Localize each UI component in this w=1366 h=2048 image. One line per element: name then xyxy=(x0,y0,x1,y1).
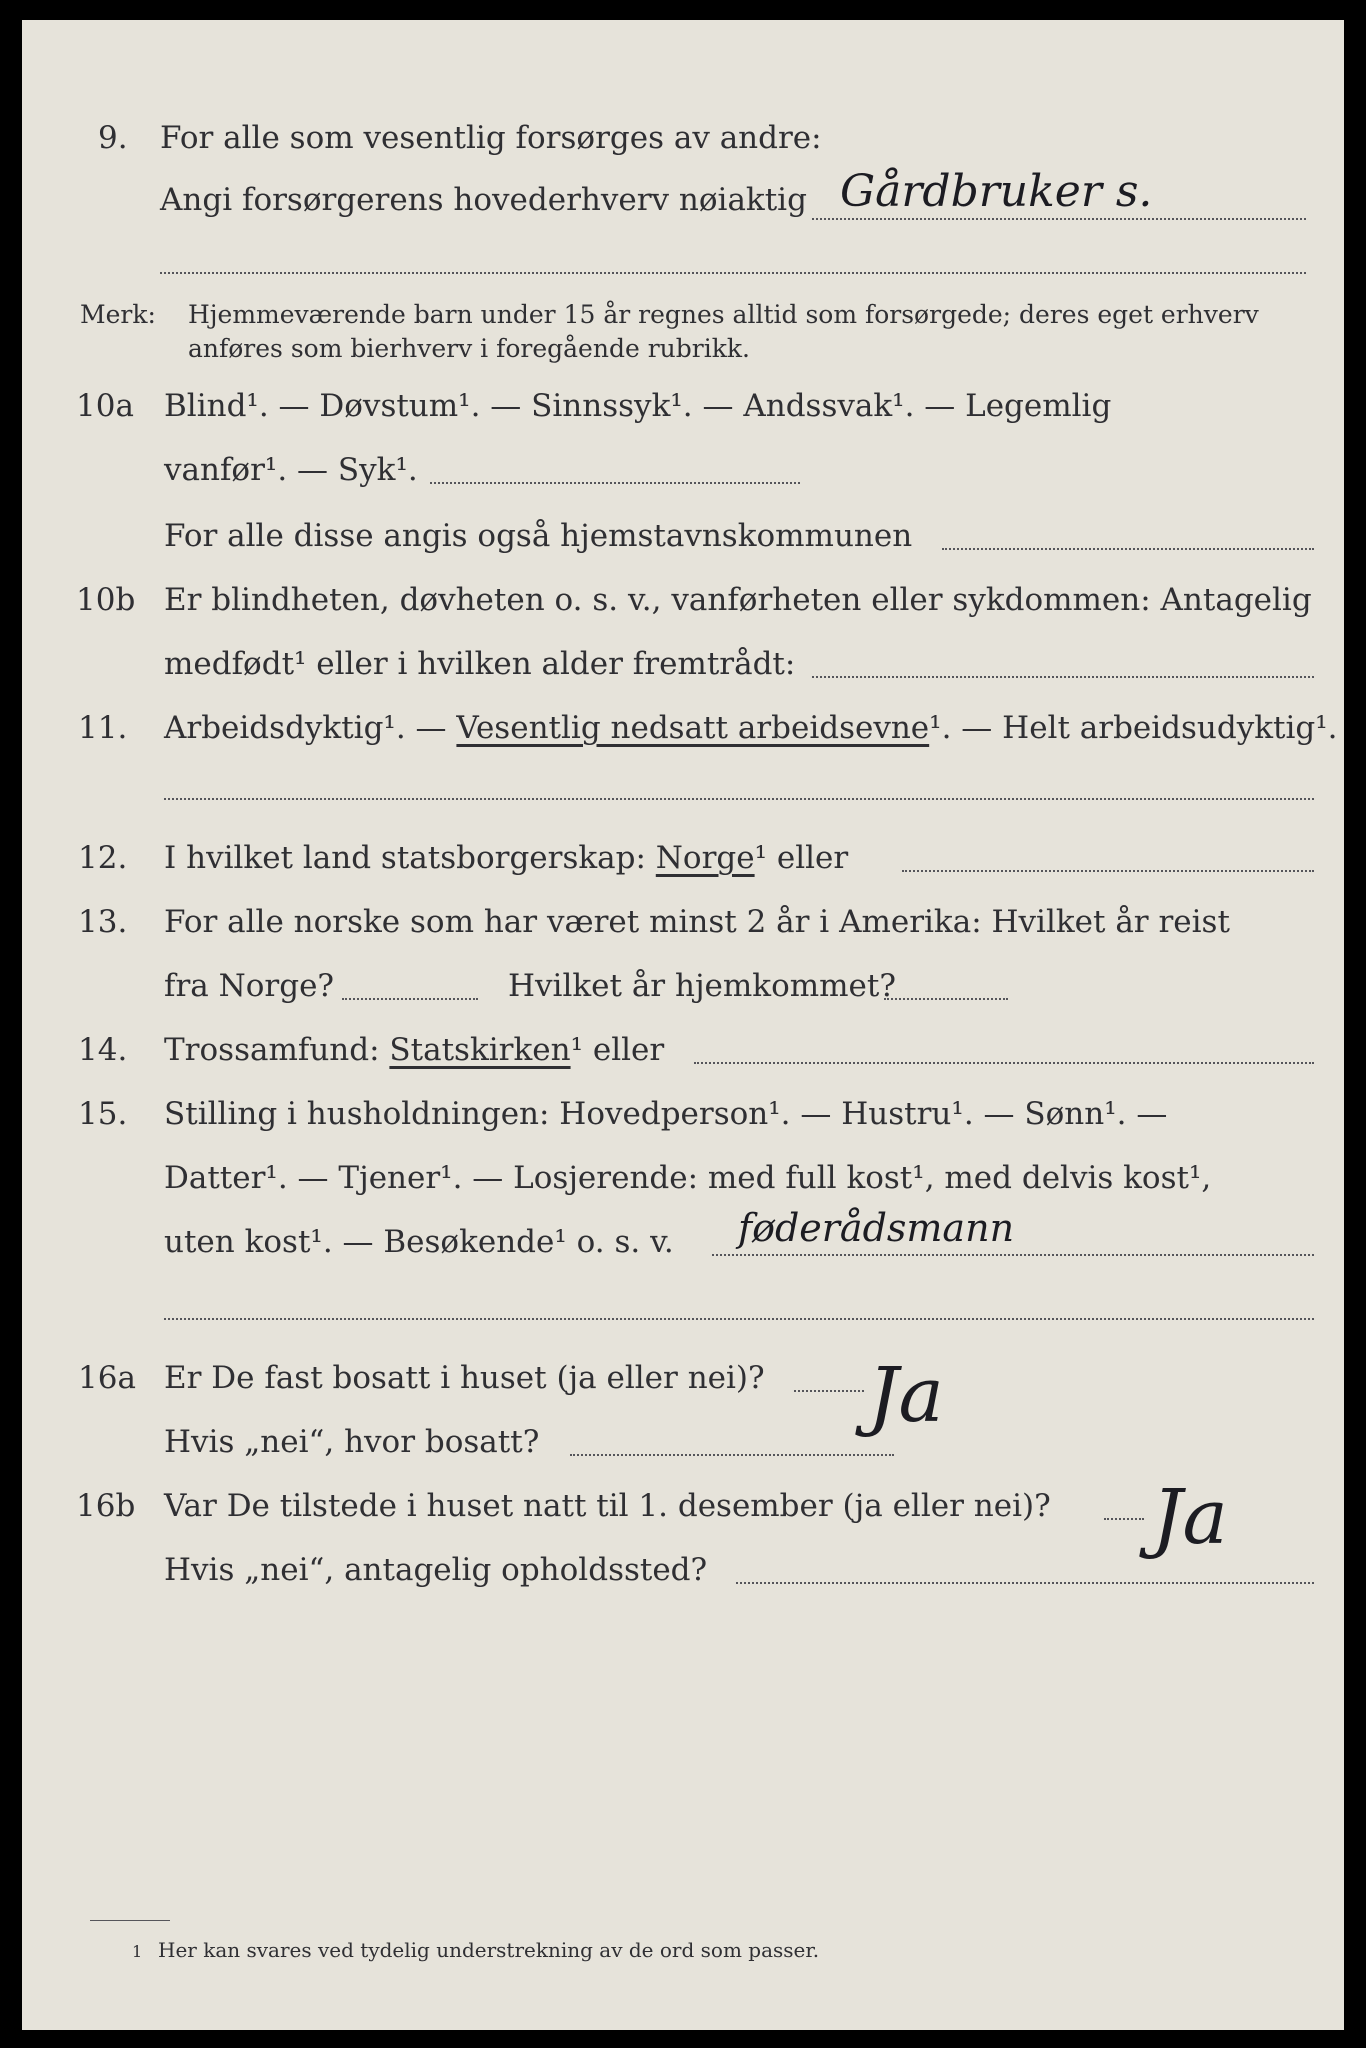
q11-extra-line xyxy=(164,798,1314,800)
q15-number: 15. xyxy=(78,1096,128,1132)
q14-pre: Trossamfund: xyxy=(164,1032,390,1068)
q16a-line2-dots xyxy=(570,1454,894,1456)
q16a-line2: Hvis „nei“, hvor bosatt? xyxy=(164,1424,540,1460)
q16a-answer-handwriting[interactable]: Ja xyxy=(868,1350,944,1439)
q10b-line2-dots xyxy=(812,676,1314,678)
q12-line xyxy=(164,840,848,876)
q13-line2a: fra Norge? xyxy=(164,968,335,1004)
q16b-line2-dots xyxy=(736,1582,1314,1584)
q12-number: 12. xyxy=(78,840,128,876)
q15-answer-line xyxy=(712,1254,1314,1256)
merk-line2: anføres som bierhverv i foregående rubrikk. xyxy=(188,334,750,363)
q10a-line1: Blind¹. — Døvstum¹. — Sinnssyk¹. — Andssvak¹. — Legemlig xyxy=(164,388,1112,424)
q9-extra-line xyxy=(160,272,1306,274)
q9-line1: For alle som vesentlig forsørges av andre: xyxy=(160,120,822,156)
footnote-rule xyxy=(90,1920,170,1921)
q10b-number: 10b xyxy=(76,582,136,618)
q10a-line2: vanfør¹. — Syk¹. xyxy=(164,452,418,488)
q15-line3: uten kost¹. — Besøkende¹ o. s. v. xyxy=(164,1224,674,1260)
q10b-line1: Er blindheten, døvheten o. s. v., vanførheten eller sykdommen: Antagelig xyxy=(164,582,1312,618)
q13-year-left-dots xyxy=(342,998,478,1000)
q10a-number: 10a xyxy=(76,388,134,424)
q16a-number: 16a xyxy=(78,1360,136,1396)
q16b-line1-dots xyxy=(1104,1518,1144,1520)
q9-answer-line xyxy=(812,218,1306,220)
q16b-line2: Hvis „nei“, antagelig opholdssted? xyxy=(164,1552,708,1588)
q13-line1: For alle norske som har været minst 2 år i Amerika: Hvilket år reist xyxy=(164,904,1230,940)
census-form-page xyxy=(22,20,1344,2030)
q11-post: ¹. — Helt arbeidsudyktig¹. xyxy=(929,710,1338,746)
q11-underlined-answer[interactable]: Vesentlig nedsatt arbeidsevne xyxy=(456,710,930,746)
q10b-line2: medfødt¹ eller i hvilken alder fremtrådt: xyxy=(164,646,796,682)
q12-dots xyxy=(902,870,1314,872)
q10a-line3-dots xyxy=(942,548,1314,550)
q16b-number: 16b xyxy=(76,1488,136,1524)
q13-line2b: Hvilket år hjemkommet? xyxy=(508,968,896,1004)
q14-post: ¹ eller xyxy=(570,1032,665,1068)
q16b-answer-handwriting[interactable]: Ja xyxy=(1152,1472,1228,1561)
q9-line2: Angi forsørgerens hovederhverv nøiaktig xyxy=(160,182,807,218)
q11-line xyxy=(164,710,1338,746)
q14-dots xyxy=(694,1062,1314,1064)
merk-label: Merk: xyxy=(80,300,156,329)
q11-number: 11. xyxy=(78,710,128,746)
q12-underlined-answer[interactable]: Norge xyxy=(655,840,755,876)
footnote-text: Her kan svares ved tydelig understrekning av de ord som passer. xyxy=(158,1938,820,1962)
q15-line1: Stilling i husholdningen: Hovedperson¹. — Hustru¹. — Sønn¹. — xyxy=(164,1096,1168,1132)
q15-extra-line xyxy=(164,1318,1314,1320)
q12-post: ¹ eller xyxy=(754,840,849,876)
q10a-line2-dots xyxy=(430,482,800,484)
q10a-line3: For alle disse angis også hjemstavnskommunen xyxy=(164,518,913,554)
q9-number: 9. xyxy=(98,120,128,156)
q14-underlined-answer[interactable]: Statskirken xyxy=(389,1032,571,1068)
q16a-line1-dots xyxy=(794,1390,864,1392)
q15-answer-handwriting[interactable]: føderådsmann xyxy=(738,1206,1015,1250)
q13-year-returned-dots xyxy=(884,998,1008,1000)
q9-answer-handwriting[interactable]: Gårdbruker s. xyxy=(840,166,1153,217)
q11-pre: Arbeidsdyktig¹. — xyxy=(164,710,457,746)
q14-line xyxy=(164,1032,664,1068)
merk-line1: Hjemmeværende barn under 15 år regnes alltid som forsørgede; deres eget erhverv xyxy=(188,300,1259,329)
footnote-mark: 1 xyxy=(132,1942,143,1961)
q16a-line1: Er De fast bosatt i huset (ja eller nei)? xyxy=(164,1360,765,1396)
q16b-line1: Var De tilstede i huset natt til 1. desember (ja eller nei)? xyxy=(164,1488,1051,1524)
q15-line2: Datter¹. — Tjener¹. — Losjerende: med full kost¹, med delvis kost¹, xyxy=(164,1160,1212,1196)
q12-pre: I hvilket land statsborgerskap: xyxy=(164,840,656,876)
q14-number: 14. xyxy=(78,1032,128,1068)
q13-number: 13. xyxy=(78,904,128,940)
